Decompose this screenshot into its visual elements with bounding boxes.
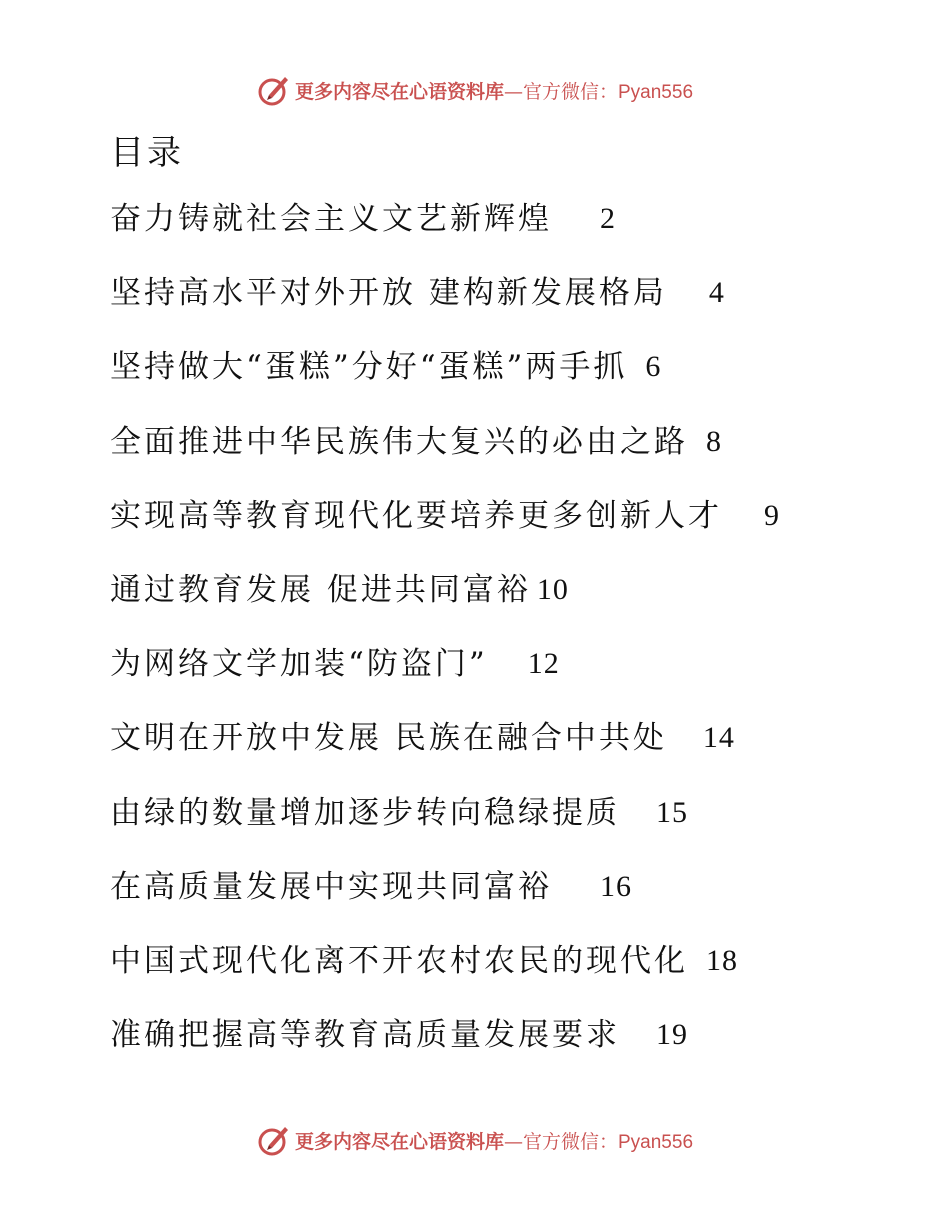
watermark-wechat-label: 官方微信： (522, 1130, 618, 1153)
toc-item-title: 奋力铸就社会主义文艺新辉煌 (110, 201, 552, 237)
toc-item-title: 为网络文学加装“防盗门” (110, 646, 488, 683)
toc-item[interactable] (110, 1009, 780, 1083)
watermark-separator: — (503, 1130, 523, 1153)
toc-item-title: 由绿的数量增加逐步转向稳绿提质 (110, 794, 620, 831)
toc-item[interactable] (110, 341, 780, 415)
toc-item-page: 19 (656, 1018, 688, 1052)
watermark-wechat-label: 官方微信： (522, 80, 618, 103)
toc-item[interactable] (110, 935, 780, 1009)
toc-item-page: 6 (645, 350, 662, 384)
watermark-text-group (295, 1127, 693, 1154)
toc-item[interactable] (110, 712, 780, 786)
toc-item-page: 14 (702, 721, 735, 755)
toc-item-title: 全面推进中华民族伟大复兴的必由之路 (110, 423, 688, 460)
toc-item-page: 15 (656, 795, 688, 829)
watermark-wechat-id: Pyan556 (618, 1131, 694, 1153)
toc-item[interactable] (110, 564, 780, 638)
watermark-text-group (295, 77, 693, 104)
toc-item[interactable] (110, 861, 780, 935)
toc-item-page: 8 (706, 424, 722, 458)
toc-item-title: 中国式现代化离不开农村农民的现代化 (110, 942, 688, 979)
pen-logo-icon (257, 1123, 291, 1157)
toc-list (110, 193, 780, 1083)
watermark-text: 更多内容尽在心语资料库 (294, 80, 504, 103)
toc-item-title: 坚持做大“蛋糕”分好“蛋糕”两手抓 (110, 349, 628, 386)
toc-item-page: 18 (706, 943, 738, 977)
toc-item-page: 16 (600, 869, 632, 903)
toc-item-title: 在高质量发展中实现共同富裕 (110, 868, 552, 905)
header-watermark (0, 70, 950, 110)
toc-item[interactable] (110, 787, 780, 861)
toc-item-page: 10 (536, 572, 569, 606)
toc-item-title: 通过教育发展 促进共同富裕 (110, 571, 531, 608)
toc-heading: 目录 (110, 133, 184, 173)
toc-item[interactable] (110, 490, 780, 564)
watermark-separator: — (503, 80, 523, 103)
toc-item-title: 准确把握高等教育高质量发展要求 (110, 1017, 620, 1054)
toc-item-title: 坚持高水平对外开放 建构新发展格局 (110, 275, 667, 312)
toc-item-page: 9 (764, 498, 780, 532)
toc-item[interactable] (110, 416, 780, 490)
toc-item[interactable] (110, 638, 780, 712)
toc-item-title: 文明在开放中发展 民族在融合中共处 (110, 720, 667, 757)
watermark-text: 更多内容尽在心语资料库 (294, 1130, 504, 1153)
footer-watermark (0, 1120, 950, 1160)
watermark-wechat-id: Pyan556 (618, 81, 694, 103)
toc-item-page: 4 (708, 276, 725, 310)
toc-item-page: 12 (527, 647, 560, 681)
toc-item-title: 实现高等教育现代化要培养更多创新人才 (110, 497, 722, 534)
toc-item[interactable] (110, 193, 780, 267)
pen-logo-icon (257, 73, 291, 107)
toc-item[interactable] (110, 267, 780, 341)
toc-item-page: 2 (600, 202, 616, 235)
